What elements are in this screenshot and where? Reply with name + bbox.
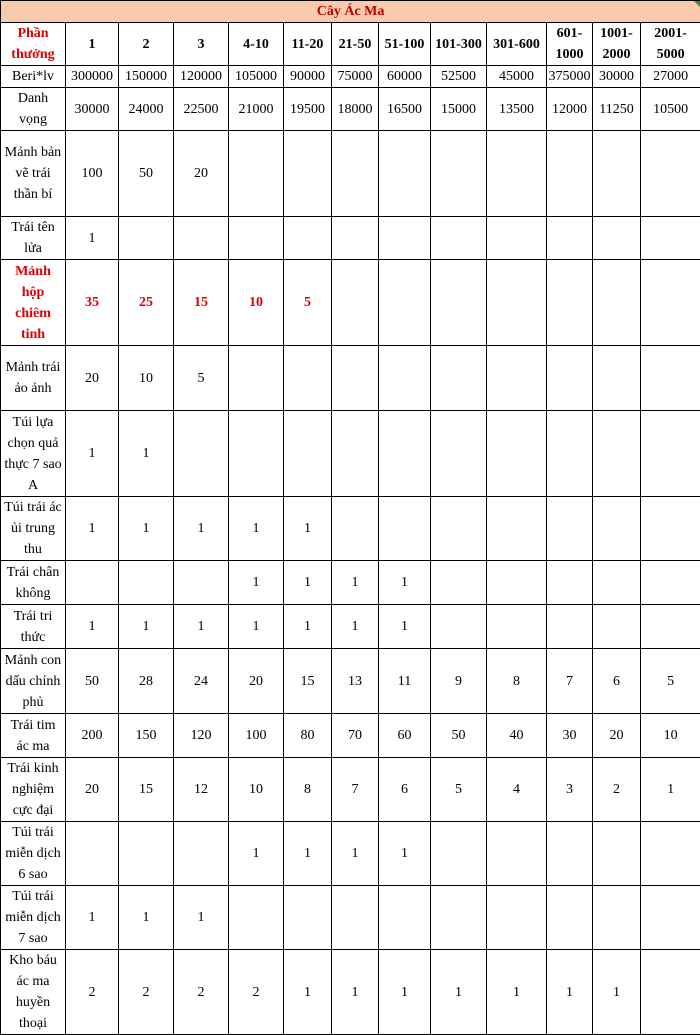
reward-value-cell[interactable]: 60000: [379, 66, 431, 88]
reward-value-cell[interactable]: [547, 260, 593, 346]
reward-value-cell[interactable]: 52500: [431, 66, 487, 88]
rank-header-21-50[interactable]: 21-50: [332, 23, 379, 66]
reward-value-cell[interactable]: 30: [547, 714, 593, 758]
reward-value-cell[interactable]: [641, 411, 700, 497]
reward-value-cell[interactable]: 6: [379, 758, 431, 822]
reward-value-cell[interactable]: 15: [119, 758, 174, 822]
reward-row: [1, 561, 700, 605]
reward-value-cell[interactable]: 50: [119, 131, 174, 217]
rank-header-4-10[interactable]: 4-10: [229, 23, 284, 66]
reward-value-cell[interactable]: 10: [229, 758, 284, 822]
reward-value-cell[interactable]: [66, 561, 119, 605]
reward-value-cell[interactable]: 2: [174, 950, 229, 1035]
reward-value-cell[interactable]: [547, 886, 593, 950]
reward-row: [1, 605, 700, 649]
reward-value-cell[interactable]: [174, 411, 229, 497]
reward-value-cell[interactable]: 200: [66, 714, 119, 758]
reward-value-cell[interactable]: [487, 131, 547, 217]
reward-value-cell[interactable]: [431, 217, 487, 260]
reward-name-cell[interactable]: Túi trái miễn dịch 7 sao: [1, 886, 66, 950]
reward-value-cell[interactable]: 1: [284, 950, 332, 1035]
reward-value-cell[interactable]: 3: [547, 758, 593, 822]
reward-value-cell[interactable]: [487, 886, 547, 950]
header-row: [1, 23, 700, 66]
rank-header-1[interactable]: 1: [66, 23, 119, 66]
reward-value-cell[interactable]: [487, 605, 547, 649]
reward-value-cell[interactable]: [547, 822, 593, 886]
reward-value-cell[interactable]: 22500: [174, 88, 229, 131]
reward-row: [1, 217, 700, 260]
reward-name-cell[interactable]: Trái kinh nghiệm cực đại: [1, 758, 66, 822]
reward-value-cell[interactable]: 27000: [641, 66, 700, 88]
reward-value-cell[interactable]: 19500: [284, 88, 332, 131]
reward-row: [1, 346, 700, 411]
reward-value-cell[interactable]: 120: [174, 714, 229, 758]
reward-value-cell[interactable]: 80: [284, 714, 332, 758]
reward-value-cell[interactable]: 4: [487, 758, 547, 822]
reward-value-cell[interactable]: [379, 886, 431, 950]
reward-value-cell[interactable]: 1: [66, 605, 119, 649]
reward-name-cell[interactable]: Beri*lv: [1, 66, 66, 88]
reward-value-cell[interactable]: 13: [332, 649, 379, 714]
reward-value-cell[interactable]: 300000: [66, 66, 119, 88]
reward-value-cell[interactable]: 120000: [174, 66, 229, 88]
reward-value-cell[interactable]: 30000: [66, 88, 119, 131]
reward-value-cell[interactable]: 2: [593, 758, 641, 822]
reward-value-cell[interactable]: 20: [66, 346, 119, 411]
reward-value-cell[interactable]: 10: [119, 346, 174, 411]
reward-value-cell[interactable]: [431, 131, 487, 217]
rank-header-3[interactable]: 3: [174, 23, 229, 66]
reward-value-cell[interactable]: 1: [332, 561, 379, 605]
reward-value-cell[interactable]: [641, 131, 700, 217]
reward-value-cell[interactable]: 15: [284, 649, 332, 714]
reward-value-cell[interactable]: 1: [284, 822, 332, 886]
reward-value-cell[interactable]: 150: [119, 714, 174, 758]
reward-value-cell[interactable]: [174, 822, 229, 886]
reward-value-cell[interactable]: 1: [66, 497, 119, 561]
reward-value-cell[interactable]: [431, 346, 487, 411]
reward-value-cell[interactable]: 105000: [229, 66, 284, 88]
rank-header-1001-2000[interactable]: 1001-2000: [593, 23, 641, 66]
reward-value-cell[interactable]: 5: [284, 260, 332, 346]
sheet-title: Cây Ác Ma: [317, 4, 385, 19]
reward-name-cell[interactable]: Túi lựa chọn quả thực 7 sao A: [1, 411, 66, 497]
reward-value-cell[interactable]: [641, 217, 700, 260]
reward-value-cell[interactable]: 10: [229, 260, 284, 346]
reward-value-cell[interactable]: 21000: [229, 88, 284, 131]
reward-value-cell[interactable]: [229, 217, 284, 260]
reward-value-cell[interactable]: [641, 497, 700, 561]
reward-row: [1, 714, 700, 758]
reward-value-cell[interactable]: [379, 217, 431, 260]
reward-value-cell[interactable]: [332, 411, 379, 497]
reward-row: [1, 497, 700, 561]
reward-value-cell[interactable]: 1: [379, 822, 431, 886]
reward-value-cell[interactable]: [547, 411, 593, 497]
reward-value-cell[interactable]: [284, 886, 332, 950]
reward-value-cell[interactable]: 20: [593, 714, 641, 758]
reward-value-cell[interactable]: [547, 497, 593, 561]
reward-row: [1, 950, 700, 1035]
reward-value-cell[interactable]: [379, 260, 431, 346]
reward-value-cell[interactable]: [119, 217, 174, 260]
reward-row: [1, 411, 700, 497]
reward-value-cell[interactable]: 15: [174, 260, 229, 346]
rank-header-2001-5000[interactable]: 2001-5000: [641, 23, 700, 66]
reward-value-cell[interactable]: 8: [284, 758, 332, 822]
reward-value-cell[interactable]: 1: [431, 950, 487, 1035]
reward-value-cell[interactable]: [593, 605, 641, 649]
reward-name-cell[interactable]: Mảnh con dấu chính phủ: [1, 649, 66, 714]
reward-value-cell[interactable]: [593, 822, 641, 886]
reward-name-cell[interactable]: Mảnh trái ảo ảnh: [1, 346, 66, 411]
reward-value-cell[interactable]: 5: [641, 649, 700, 714]
reward-value-cell[interactable]: [547, 605, 593, 649]
rank-header-101-300[interactable]: 101-300: [431, 23, 487, 66]
reward-value-cell[interactable]: [431, 411, 487, 497]
reward-value-cell[interactable]: [641, 605, 700, 649]
reward-value-cell[interactable]: 28: [119, 649, 174, 714]
reward-name-cell[interactable]: Mảnh hộp chiêm tinh: [1, 260, 66, 346]
reward-value-cell[interactable]: 1: [229, 497, 284, 561]
rank-header-2[interactable]: 2: [119, 23, 174, 66]
reward-value-cell[interactable]: [174, 561, 229, 605]
reward-value-cell[interactable]: [593, 260, 641, 346]
reward-value-cell[interactable]: [431, 497, 487, 561]
reward-value-cell[interactable]: [332, 131, 379, 217]
reward-value-cell[interactable]: 100: [229, 714, 284, 758]
reward-value-cell[interactable]: 1: [119, 605, 174, 649]
reward-value-cell[interactable]: 15000: [431, 88, 487, 131]
reward-value-cell[interactable]: [379, 497, 431, 561]
reward-row: [1, 758, 700, 822]
reward-value-cell[interactable]: [284, 346, 332, 411]
reward-value-cell[interactable]: [487, 346, 547, 411]
rank-header-601-1000[interactable]: 601-1000: [547, 23, 593, 66]
reward-value-cell[interactable]: 1: [66, 886, 119, 950]
reward-value-cell[interactable]: 375000: [547, 66, 593, 88]
reward-row: [1, 649, 700, 714]
reward-value-cell[interactable]: 40: [487, 714, 547, 758]
reward-value-cell[interactable]: [379, 346, 431, 411]
reward-value-cell[interactable]: 1: [119, 411, 174, 497]
reward-value-cell[interactable]: 11250: [593, 88, 641, 131]
reward-value-cell[interactable]: 5: [431, 758, 487, 822]
reward-value-cell[interactable]: [379, 411, 431, 497]
reward-value-cell[interactable]: [487, 561, 547, 605]
reward-value-cell[interactable]: [431, 605, 487, 649]
reward-row: [1, 66, 700, 88]
reward-value-cell[interactable]: 1: [593, 950, 641, 1035]
reward-value-cell[interactable]: [641, 950, 700, 1035]
reward-value-cell[interactable]: [431, 886, 487, 950]
reward-value-cell[interactable]: [641, 561, 700, 605]
reward-name-cell[interactable]: Trái tim ác ma: [1, 714, 66, 758]
reward-value-cell[interactable]: [487, 411, 547, 497]
reward-value-cell[interactable]: [332, 217, 379, 260]
rank-header-11-20[interactable]: 11-20: [284, 23, 332, 66]
reward-value-cell[interactable]: [641, 822, 700, 886]
reward-row: [1, 260, 700, 346]
reward-value-cell[interactable]: 10: [641, 714, 700, 758]
reward-value-cell[interactable]: [284, 217, 332, 260]
reward-value-cell[interactable]: 1: [66, 411, 119, 497]
reward-value-cell[interactable]: [641, 260, 700, 346]
reward-value-cell[interactable]: 35: [66, 260, 119, 346]
reward-value-cell[interactable]: [593, 886, 641, 950]
reward-value-cell[interactable]: [119, 561, 174, 605]
reward-value-cell[interactable]: [332, 346, 379, 411]
reward-value-cell[interactable]: 13500: [487, 88, 547, 131]
reward-row: [1, 822, 700, 886]
reward-value-cell[interactable]: 8: [487, 649, 547, 714]
title-row: [1, 1, 700, 23]
reward-value-cell[interactable]: 1: [641, 758, 700, 822]
reward-value-cell[interactable]: [593, 561, 641, 605]
reward-value-cell[interactable]: 25: [119, 260, 174, 346]
reward-value-cell[interactable]: [379, 131, 431, 217]
reward-value-cell[interactable]: 18000: [332, 88, 379, 131]
reward-value-cell[interactable]: 45000: [487, 66, 547, 88]
reward-value-cell[interactable]: 6: [593, 649, 641, 714]
reward-value-cell[interactable]: 1: [229, 605, 284, 649]
reward-value-cell[interactable]: 50: [66, 649, 119, 714]
reward-name-cell[interactable]: Túi trái miễn dịch 6 sao: [1, 822, 66, 886]
reward-value-cell[interactable]: 2: [66, 950, 119, 1035]
reward-value-cell[interactable]: 5: [174, 346, 229, 411]
reward-value-cell[interactable]: 1: [284, 497, 332, 561]
reward-value-cell[interactable]: 50: [431, 714, 487, 758]
reward-value-cell[interactable]: [547, 346, 593, 411]
reward-value-cell[interactable]: 1: [284, 561, 332, 605]
reward-value-cell[interactable]: 20: [66, 758, 119, 822]
reward-value-cell[interactable]: 1: [119, 497, 174, 561]
header-label-cell[interactable]: Phần thưởng: [1, 23, 66, 66]
reward-value-cell[interactable]: 10500: [641, 88, 700, 131]
reward-value-cell[interactable]: 1: [66, 217, 119, 260]
reward-value-cell[interactable]: 1: [487, 950, 547, 1035]
reward-value-cell[interactable]: [332, 886, 379, 950]
reward-name-cell[interactable]: Trái tri thức: [1, 605, 66, 649]
reward-value-cell[interactable]: [431, 561, 487, 605]
reward-value-cell[interactable]: 1: [332, 605, 379, 649]
reward-value-cell[interactable]: 7: [332, 758, 379, 822]
reward-row: [1, 886, 700, 950]
reward-value-cell[interactable]: [547, 561, 593, 605]
reward-name-cell[interactable]: Trái tên lửa: [1, 217, 66, 260]
reward-value-cell[interactable]: 7: [547, 649, 593, 714]
reward-value-cell[interactable]: [66, 822, 119, 886]
reward-value-cell[interactable]: 20: [174, 131, 229, 217]
reward-value-cell[interactable]: 12000: [547, 88, 593, 131]
reward-value-cell[interactable]: 2: [119, 950, 174, 1035]
reward-value-cell[interactable]: [119, 822, 174, 886]
reward-value-cell[interactable]: 150000: [119, 66, 174, 88]
reward-value-cell[interactable]: [487, 497, 547, 561]
reward-value-cell[interactable]: [593, 497, 641, 561]
reward-value-cell[interactable]: 1: [174, 886, 229, 950]
reward-value-cell[interactable]: 1: [174, 605, 229, 649]
reward-value-cell[interactable]: [229, 346, 284, 411]
reward-value-cell[interactable]: [229, 131, 284, 217]
reward-value-cell[interactable]: 75000: [332, 66, 379, 88]
reward-value-cell[interactable]: [593, 346, 641, 411]
reward-value-cell[interactable]: 9: [431, 649, 487, 714]
reward-value-cell[interactable]: 11: [379, 649, 431, 714]
reward-value-cell[interactable]: [593, 131, 641, 217]
reward-value-cell[interactable]: 1: [229, 561, 284, 605]
reward-value-cell[interactable]: [229, 886, 284, 950]
reward-value-cell[interactable]: 1: [119, 886, 174, 950]
reward-value-cell[interactable]: 12: [174, 758, 229, 822]
reward-value-cell[interactable]: 30000: [593, 66, 641, 88]
reward-value-cell[interactable]: 1: [379, 561, 431, 605]
reward-value-cell[interactable]: [332, 260, 379, 346]
reward-value-cell[interactable]: [487, 822, 547, 886]
reward-value-cell[interactable]: 1: [379, 605, 431, 649]
comment-marker-icon: [694, 1, 700, 7]
reward-name-cell[interactable]: Túi trái ác ủi trung thu: [1, 497, 66, 561]
reward-name-cell[interactable]: Kho báu ác ma huyền thoại: [1, 950, 66, 1035]
reward-value-cell[interactable]: 90000: [284, 66, 332, 88]
reward-value-cell[interactable]: 2: [229, 950, 284, 1035]
reward-value-cell[interactable]: 16500: [379, 88, 431, 131]
reward-value-cell[interactable]: 1: [174, 497, 229, 561]
reward-value-cell[interactable]: [284, 411, 332, 497]
reward-value-cell[interactable]: [547, 217, 593, 260]
reward-value-cell[interactable]: 70: [332, 714, 379, 758]
reward-value-cell[interactable]: 1: [547, 950, 593, 1035]
reward-name-cell[interactable]: Trái chân không: [1, 561, 66, 605]
reward-row: [1, 131, 700, 217]
reward-name-cell[interactable]: Mảnh bản vẽ trái thần bí: [1, 131, 66, 217]
reward-value-cell[interactable]: [547, 131, 593, 217]
reward-row: [1, 88, 700, 131]
reward-value-cell[interactable]: 60: [379, 714, 431, 758]
title-cell[interactable]: [1, 1, 700, 23]
reward-value-cell[interactable]: [332, 497, 379, 561]
reward-value-cell[interactable]: [641, 346, 700, 411]
reward-name-cell[interactable]: Danh vọng: [1, 88, 66, 131]
reward-value-cell[interactable]: [593, 217, 641, 260]
reward-value-cell[interactable]: [431, 822, 487, 886]
reward-value-cell[interactable]: 24000: [119, 88, 174, 131]
reward-value-cell[interactable]: 1: [284, 605, 332, 649]
reward-value-cell[interactable]: [229, 411, 284, 497]
reward-value-cell[interactable]: [487, 217, 547, 260]
reward-value-cell[interactable]: 1: [229, 822, 284, 886]
reward-value-cell[interactable]: 1: [332, 822, 379, 886]
rank-header-301-600[interactable]: 301-600: [487, 23, 547, 66]
reward-value-cell[interactable]: 100: [66, 131, 119, 217]
reward-value-cell[interactable]: [174, 217, 229, 260]
reward-value-cell[interactable]: [641, 886, 700, 950]
reward-value-cell[interactable]: [284, 131, 332, 217]
reward-value-cell[interactable]: [431, 260, 487, 346]
rank-header-51-100[interactable]: 51-100: [379, 23, 431, 66]
reward-value-cell[interactable]: [487, 260, 547, 346]
reward-value-cell[interactable]: [593, 411, 641, 497]
reward-value-cell[interactable]: 24: [174, 649, 229, 714]
reward-value-cell[interactable]: 1: [332, 950, 379, 1035]
reward-value-cell[interactable]: 1: [379, 950, 431, 1035]
reward-value-cell[interactable]: 20: [229, 649, 284, 714]
